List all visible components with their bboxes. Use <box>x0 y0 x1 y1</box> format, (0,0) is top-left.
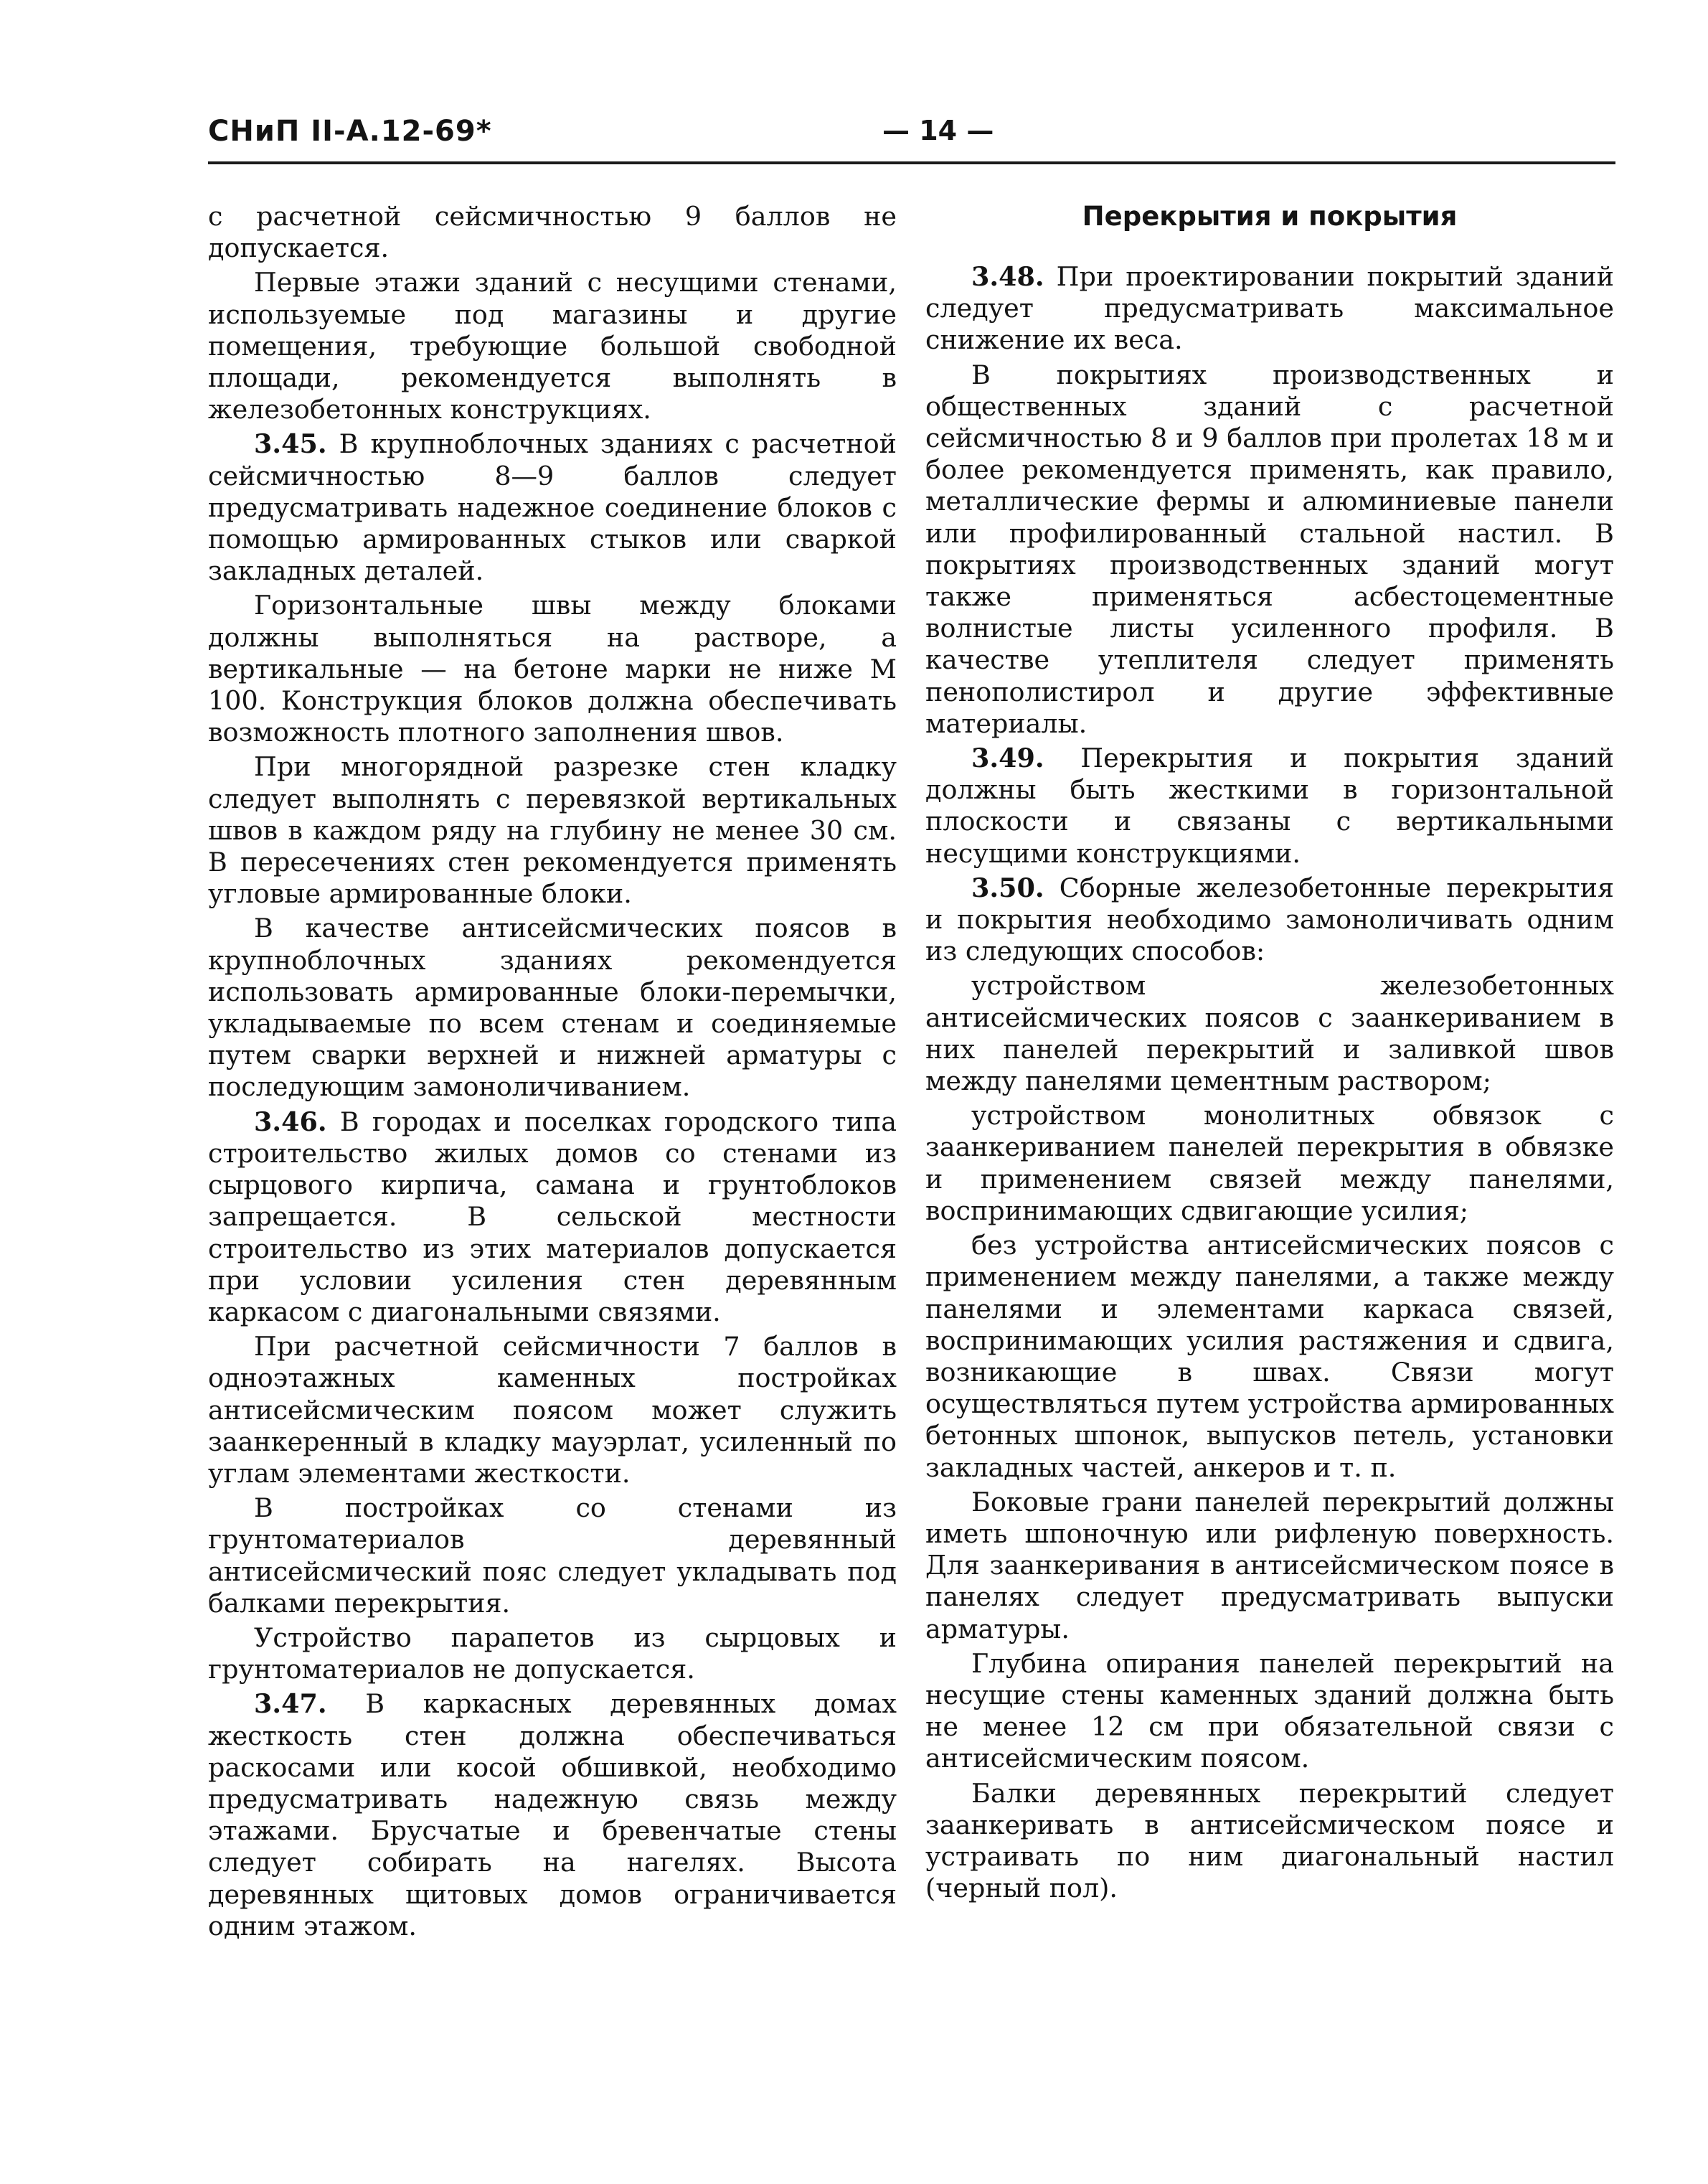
clause-text: При проектировании покрытий зданий следует предусматривать максимальное снижение их веса. <box>925 261 1614 356</box>
header-rule <box>208 161 1615 164</box>
paragraph: Глубина опирания панелей перекрытий на несущие стены каменных зданий должна быть не менее 12 см при обязательной связи с антисейсмическим поясом. <box>925 1647 1614 1774</box>
section-title: Перекрытия и покрытия <box>1082 201 1458 232</box>
clause-text: Перекрытия и покрытия зданий должны быть жесткими в горизонтальной плоскости и связаны с вертикальными несущими конструкциями. <box>925 743 1614 869</box>
paragraph <box>925 743 1614 870</box>
clause-number: 3.48. <box>971 261 1044 292</box>
paragraph <box>208 1106 897 1328</box>
clause-number: 3.46. <box>254 1106 327 1137</box>
paragraph: Горизонтальные швы между блоками должны выполняться на растворе, а вертикальные — на бетоне марки не ниже М 100. Конструкция блоков должна обеспечивать возможность плотного заполнения швов. <box>208 590 897 748</box>
clause-number: 3.50. <box>971 872 1044 903</box>
paragraph: В покрытиях производственных и общественных зданий с расчетной сейсмичностью 8 и 9 баллов при пролетах 18 м и более рекомендуется применять, как правило, металлические фермы и алюминиевые панели или профилированный стальной настил. В покрытиях производственных зданий могут также применяться асбестоцементные волнистые листы усиленного профиля. В качестве утеплителя следует применять пенополистирол и другие эффективные материалы. <box>925 359 1614 739</box>
page-header <box>208 115 1614 161</box>
paragraph <box>925 872 1614 968</box>
paragraph <box>208 1688 897 1942</box>
paragraph: с расчетной сейсмичностью 9 баллов не допускается. <box>208 201 897 264</box>
paragraph: без устройства антисейсмических поясов с применением между панелями, а также между панелями и элементами каркаса связей, воспринимающих усилия растяжения и сдвига, возникающие в швах. Связи могут осуществляться путем устройства армированных бетонных шпонок, выпусков петель, установки закладных частей, анкеров и т. п. <box>925 1230 1614 1483</box>
paragraph: Боковые грани панелей перекрытий должны иметь шпоночную или рифленую поверхность. Для заанкеривания в антисейсмическом поясе в панелях следует предусматривать выпуски арматуры. <box>925 1486 1614 1644</box>
paragraph: устройством монолитных обвязок с заанкериванием панелей перекрытия в обвязке и применением связей между панелями, воспринимающих сдвигающие усилия; <box>925 1100 1614 1226</box>
paragraph: устройством железобетонных антисейсмических поясов с заанкериванием в них панелей перекрытий и заливкой швов между панелями цементным раствором; <box>925 970 1614 1097</box>
clause-text: В крупноблочных зданиях с расчетной сейсмичностью 8—9 баллов следует предусматривать надежное соединение блоков с помощью армированных стыков или сваркой закладных деталей. <box>208 428 897 587</box>
left-column <box>208 201 897 1942</box>
paragraph: В качестве антисейсмических поясов в крупноблочных зданиях рекомендуется использовать армированные блоки-перемычки, укладываемые по всем стенам и соединяемые путем сварки верхней и нижней арматуры с последующим замоноличиванием. <box>208 913 897 1103</box>
paragraph <box>925 261 1614 357</box>
paragraph: Первые этажи зданий с несущими стенами, используемые под магазины и другие помещения, требующие большой свободной площади, рекомендуется выполнять в железобетонных конструкциях. <box>208 267 897 425</box>
clause-text: В городах и поселках городского типа строительство жилых домов со стенами из сырцового кирпича, самана и грунтоблоков запрещается. В сельской местности строительство из этих материалов допускается при условии усиления стен деревянным каркасом с диагональными связями. <box>208 1106 897 1327</box>
page-number: — 14 — <box>882 115 994 146</box>
paragraph: При многорядной разрезке стен кладку следует выполнять с перевязкой вертикальных швов в каждом ряду на глубину не менее 30 см. В пересечениях стен рекомендуется применять угловые армированные блоки. <box>208 751 897 910</box>
paragraph: Устройство парапетов из сырцовых и грунтоматериалов не допускается. <box>208 1621 897 1685</box>
paragraph <box>208 428 897 587</box>
clause-number: 3.45. <box>254 428 327 460</box>
paragraph: При расчетной сейсмичности 7 баллов в одноэтажных каменных постройках антисейсмическим поясом может служить заанкеренный в кладку мауэрлат, усиленный по углам элементами жесткости. <box>208 1331 897 1489</box>
right-column <box>925 201 1614 1904</box>
clause-text: Сборные железобетонные перекрытия и покрытия необходимо замоноличивать одним из следующих способов: <box>925 872 1614 967</box>
paragraph: Балки деревянных перекрытий следует заанкеривать в антисейсмическом поясе и устраивать по ним диагональный настил (черный пол). <box>925 1777 1614 1904</box>
clause-number: 3.47. <box>254 1688 327 1720</box>
clause-number: 3.49. <box>971 743 1044 774</box>
document-code: СНиП II-А.12-69* <box>208 115 492 148</box>
paragraph: В постройках со стенами из грунтоматериалов деревянный антисейсмический пояс следует укладывать под балками перекрытия. <box>208 1492 897 1619</box>
clause-text: В каркасных деревянных домах жесткость стен должна обеспечиваться раскосами или косой обшивкой, необходимо предусматривать надежную связь между этажами. Брусчатые и бревенчатые стены следует собирать на нагелях. Высота деревянных щитовых домов ограничивается одним этажом. <box>208 1688 897 1941</box>
